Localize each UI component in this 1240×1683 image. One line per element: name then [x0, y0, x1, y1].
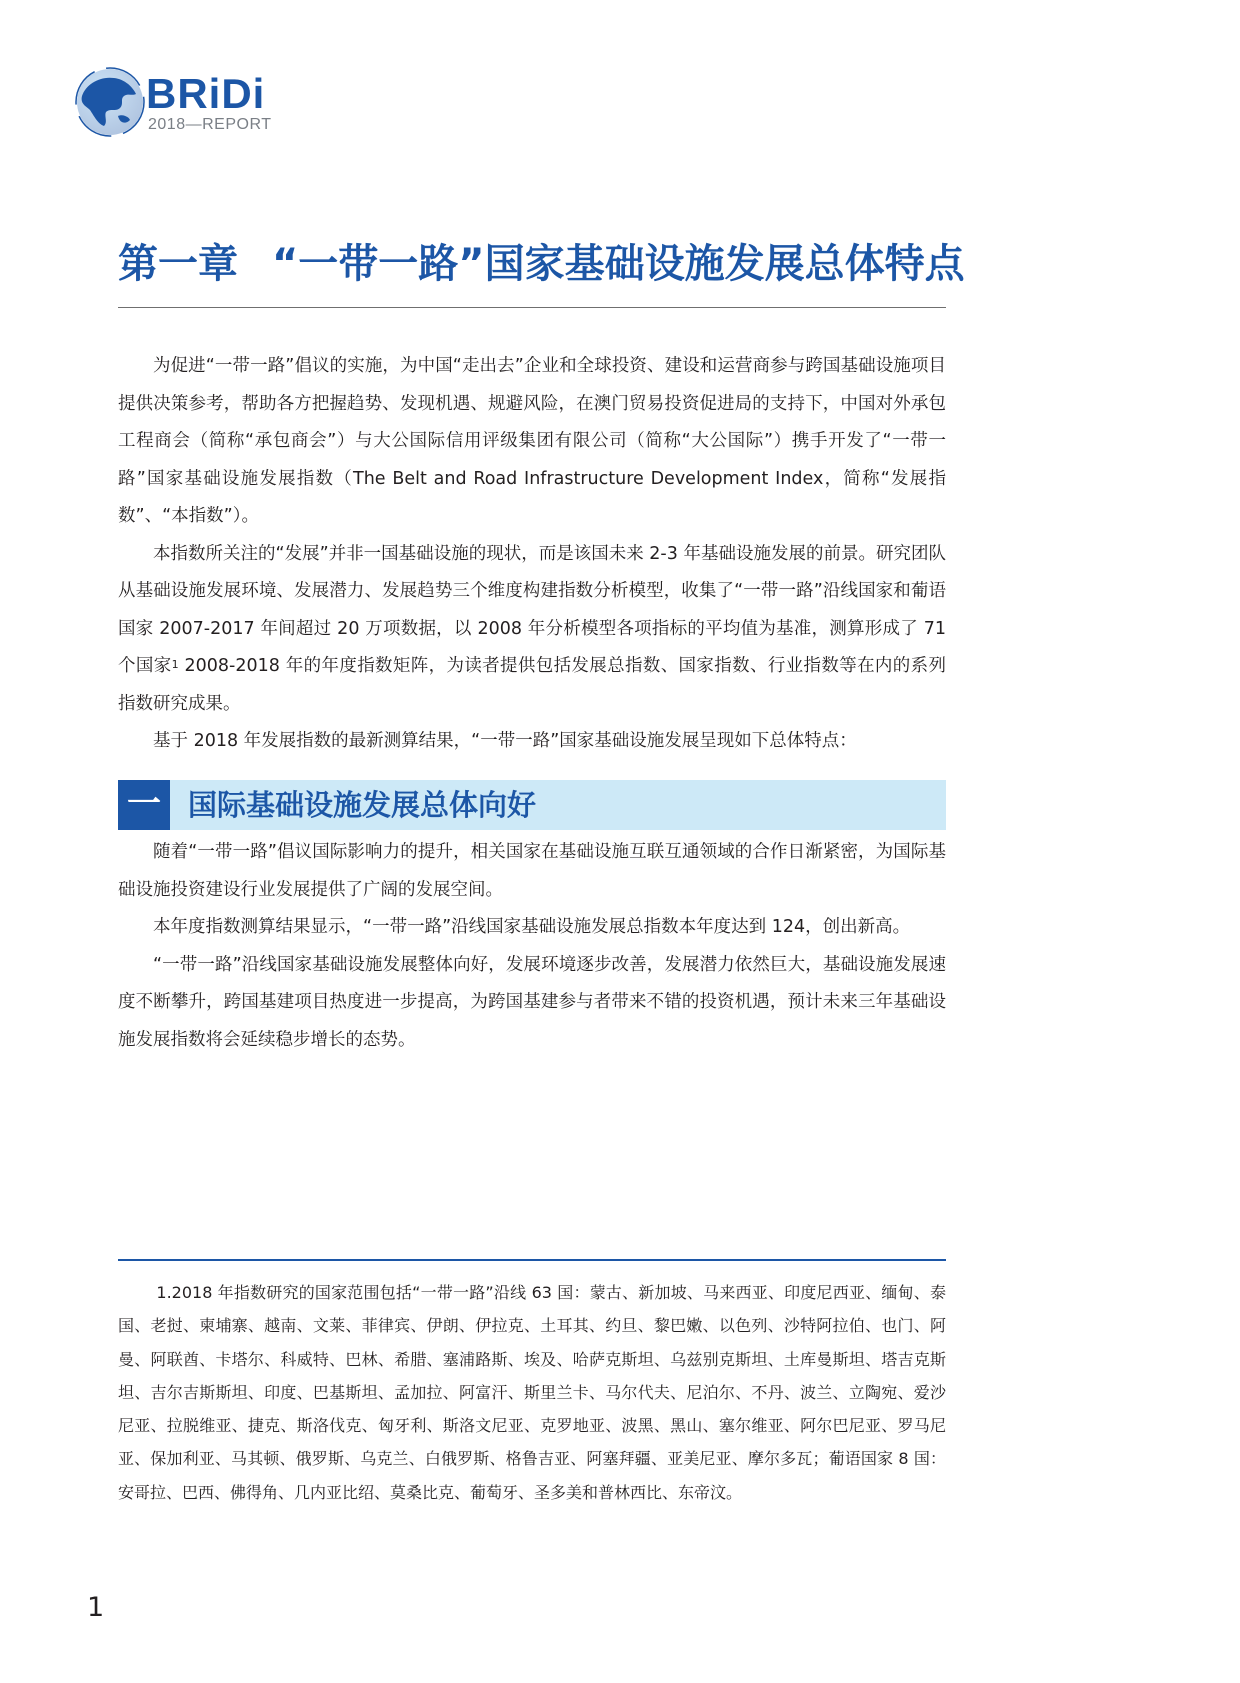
logo-name: BRiDi — [146, 70, 266, 117]
section-heading-bar — [118, 780, 946, 830]
title-divider — [118, 307, 946, 308]
section-title: 国际基础设施发展总体向好 — [188, 788, 537, 822]
footnote-divider — [118, 1259, 946, 1261]
intro-text — [118, 348, 946, 761]
logo-subtitle: 2018—REPORT — [148, 116, 272, 133]
section-paragraph-1: 随着“一带一路”倡议国际影响力的提升，相关国家在基础设施互联互通领域的合作日渐紧密，为国际基础设施投资建设行业发展提供了广阔的发展空间。 — [118, 842, 946, 900]
bridi-logo — [74, 64, 304, 140]
intro-paragraph-2 — [118, 536, 946, 724]
page-number: 1 — [87, 1592, 105, 1623]
section-paragraph-3: “一带一路”沿线国家基础设施发展整体向好，发展环境逐步改善，发展潜力依然巨大，基础设施发展速度不断攀升，跨国基建项目热度进一步提高，为跨国基建参与者带来不错的投资机遇，预计未来三年基础设施发展指数将会延续稳步增长的态势。 — [118, 954, 946, 1050]
section-number: 一 — [118, 780, 170, 830]
chapter-title — [118, 236, 965, 292]
intro-paragraph-3: 基于 2018 年发展指数的最新测算结果，“一带一路”国家基础设施发展呈现如下总体特点： — [153, 731, 857, 751]
intro-paragraph-1: 为促进“一带一路”倡议的实施，为中国“走出去”企业和全球投资、建设和运营商参与跨国基础设施项目提供决策参考，帮助各方把握趋势、发现机遇、规避风险，在澳门贸易投资促进局的支持下，中国对外承包工程商会（简称“承包商会”）与大公国际信用评级集团有限公司（简称“大公国际”）携手开发了“一带一路”国家基础设施发展指数（The Belt and Road Infrastructure Development Index，简称“发展指数”、“本指数”）。 — [118, 356, 946, 526]
globe-icon — [74, 66, 146, 138]
intro-paragraph-2-text-cont: 2008-2018 年的年度指数矩阵，为读者提供包括发展总指数、国家指数、行业指数等在内的系列指数研究成果。 — [118, 656, 946, 714]
footnote-marker: 1 — [171, 658, 179, 671]
intro-paragraph-2-text: 本指数所关注的“发展”并非一国基础设施的现状，而是该国未来 2-3 年基础设施发展的前景。研究团队从基础设施发展环境、发展潜力、发展趋势三个维度构建指数分析模型，收集了“一带一路”沿线国家和葡语国家 2007-2017 年间超过 20 万项数据，以 2008 年分析模型各项指标的平均值为基准，测算形成了 71 个国家 — [118, 543, 946, 676]
footnote — [118, 1276, 946, 1509]
footnote-text: 1.2018 年指数研究的国家范围包括“一带一路”沿线 63 国：蒙古、新加坡、马来西亚、印度尼西亚、缅甸、泰国、老挝、柬埔寨、越南、文莱、菲律宾、伊朗、伊拉克、土耳其、约旦、黎巴嫩、以色列、沙特阿拉伯、也门、阿曼、阿联酋、卡塔尔、科威特、巴林、希腊、塞浦路斯、埃及、哈萨克斯坦、乌兹别克斯坦、土库曼斯坦、塔吉克斯坦、吉尔吉斯斯坦、印度、巴基斯坦、孟加拉、阿富汗、斯里兰卡、马尔代夫、尼泊尔、不丹、波兰、立陶宛、爱沙尼亚、拉脱维亚、捷克、斯洛伐克、匈牙利、斯洛文尼亚、克罗地亚、波黑、黑山、塞尔维亚、阿尔巴尼亚、罗马尼亚、保加利亚、马其顿、俄罗斯、乌克兰、白俄罗斯、格鲁吉亚、阿塞拜疆、亚美尼亚、摩尔多瓦；葡语国家 8 国：安哥拉、巴西、佛得角、几内亚比绍、莫桑比克、葡萄牙、圣多美和普林西比、东帝汶。 — [118, 1283, 946, 1502]
chapter-heading: “一带一路”国家基础设施发展总体特点 — [272, 241, 965, 287]
chapter-number: 第一章 — [118, 241, 238, 287]
section-paragraph-2: 本年度指数测算结果显示，“一带一路”沿线国家基础设施发展总指数本年度达到 124，创出新高。 — [153, 917, 911, 937]
section-text — [118, 834, 946, 1059]
